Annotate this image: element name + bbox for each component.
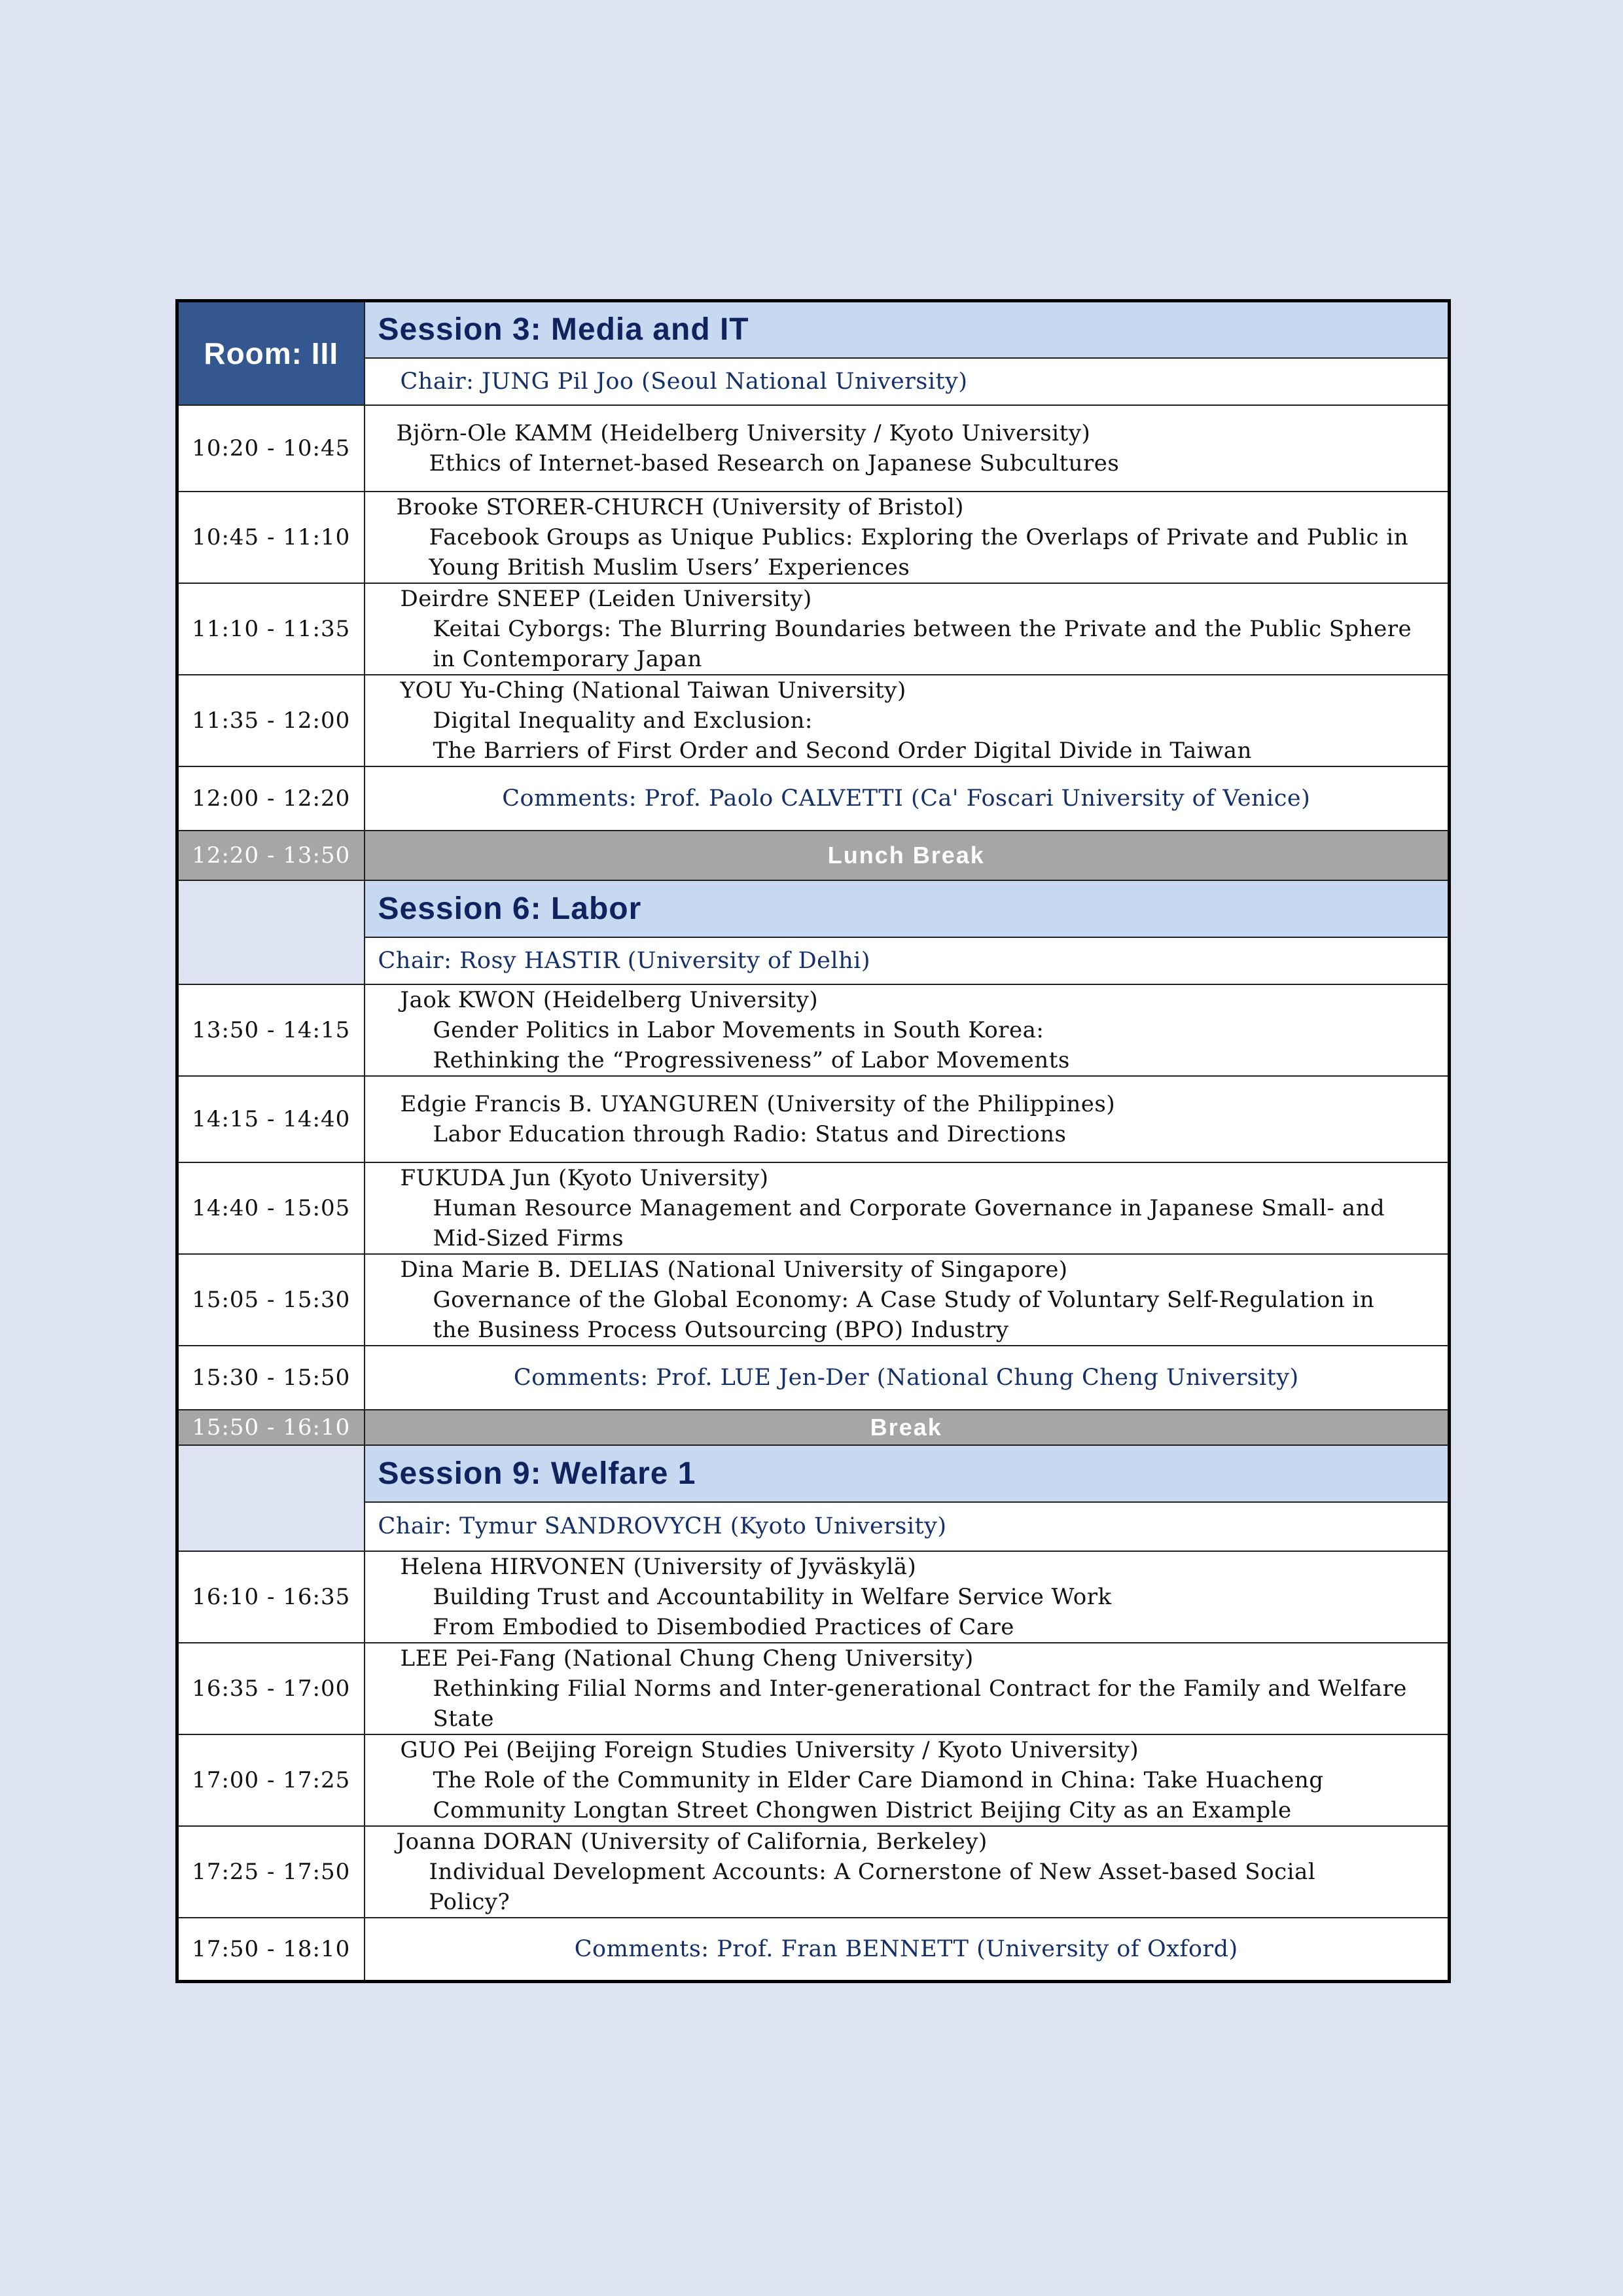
presentation-cell [365, 583, 1450, 675]
session-chair: Chair: Rosy HASTIR (University of Delhi) [365, 937, 1450, 984]
time-slot: 16:35 - 17:00 [177, 1643, 365, 1734]
presentation-title-line: Rethinking Filial Norms and Inter-generational Contract for the Family and Welfare [433, 1675, 1407, 1702]
session-title: Session 9: Welfare 1 [365, 1445, 1450, 1502]
presentation-row [177, 583, 1450, 675]
time-slot: 11:10 - 11:35 [177, 583, 365, 675]
presentation-cell [365, 675, 1450, 766]
presentation-cell [365, 1076, 1450, 1162]
presentation-cell [365, 984, 1450, 1076]
time-slot: 15:05 - 15:30 [177, 1254, 365, 1346]
break-label: Lunch Break [365, 831, 1450, 880]
presentation-title-line: Human Resource Management and Corporate Governance in Japanese Small- and [433, 1194, 1385, 1221]
presentation-title-line: Facebook Groups as Unique Publics: Exploring the Overlaps of Private and Public in [429, 524, 1409, 550]
presentation-title-line: Labor Education through Radio: Status and Directions [433, 1121, 1067, 1147]
time-slot: 17:50 - 18:10 [177, 1918, 365, 1982]
session-comments: Comments: Prof. Fran BENNETT (University of Oxford) [365, 1918, 1450, 1982]
time-slot: 13:50 - 14:15 [177, 984, 365, 1076]
time-slot: 11:35 - 12:00 [177, 675, 365, 766]
presentation-title-line: Gender Politics in Labor Movements in South Korea: [433, 1016, 1044, 1043]
presentation-title-line: Individual Development Accounts: A Cornerstone of New Asset-based Social [429, 1858, 1316, 1885]
break-label: Break [365, 1410, 1450, 1445]
time-slot: 10:45 - 11:10 [177, 492, 365, 583]
time-slot: 16:10 - 16:35 [177, 1551, 365, 1643]
presentation-title-line: State [433, 1705, 495, 1732]
presentation-cell [365, 1643, 1450, 1734]
session-title: Session 6: Labor [365, 880, 1450, 937]
presentation-title-line: the Business Process Outsourcing (BPO) Industry [433, 1316, 1009, 1343]
presentation-row [177, 492, 1450, 583]
presentation-title-line: Young British Muslim Users’ Experiences [429, 554, 910, 581]
session-comments: Comments: Prof. LUE Jen-Der (National Chung Cheng University) [365, 1346, 1450, 1410]
presentation-row [177, 984, 1450, 1076]
presentation-title-line: Keitai Cyborgs: The Blurring Boundaries between the Private and the Public Sphere [433, 615, 1412, 642]
session-title: Session 3: Media and IT [365, 301, 1450, 358]
presentation-row [177, 1254, 1450, 1346]
presentation-title-line: Policy? [429, 1888, 510, 1915]
presentation-cell [365, 405, 1450, 492]
blank-cell [177, 880, 365, 984]
presentation-cell [365, 1826, 1450, 1918]
presenter: Helena HIRVONEN (University of Jyväskylä) [400, 1553, 917, 1580]
presentation-title-line: From Embodied to Disembodied Practices of Care [433, 1613, 1014, 1640]
presenter: Dina Marie B. DELIAS (National University of Singapore) [400, 1256, 1068, 1283]
blank-cell [177, 1445, 365, 1551]
presentation-title-line: Rethinking the “Progressiveness” of Labor Movements [433, 1047, 1070, 1073]
presenter: Brooke STORER-CHURCH (University of Bristol) [396, 493, 964, 520]
time-slot: 14:15 - 14:40 [177, 1076, 365, 1162]
presentation-cell [365, 492, 1450, 583]
presentation-row [177, 1643, 1450, 1734]
session-chair: Chair: JUNG Pil Joo (Seoul National University) [365, 358, 1450, 405]
presentation-title-line: Governance of the Global Economy: A Case Study of Voluntary Self-Regulation in [433, 1286, 1375, 1313]
presenter: Deirdre SNEEP (Leiden University) [400, 585, 812, 612]
presentation-cell [365, 1734, 1450, 1826]
presentation-title-line: in Contemporary Japan [433, 645, 702, 672]
session-chair: Chair: Tymur SANDROVYCH (Kyoto University) [365, 1502, 1450, 1551]
break-time: 15:50 - 16:10 [177, 1410, 365, 1445]
presenter: YOU Yu-Ching (National Taiwan University) [400, 677, 906, 704]
presentation-title-line: Mid-Sized Firms [433, 1225, 624, 1251]
time-slot: 17:00 - 17:25 [177, 1734, 365, 1826]
presentation-row [177, 675, 1450, 766]
break-time: 12:20 - 13:50 [177, 831, 365, 880]
presentation-row [177, 1076, 1450, 1162]
presentation-title-line: Building Trust and Accountability in Welfare Service Work [433, 1583, 1112, 1610]
presenter: Jaok KWON (Heidelberg University) [400, 986, 819, 1013]
presentation-cell [365, 1254, 1450, 1346]
presentation-row [177, 1162, 1450, 1254]
time-slot: 10:20 - 10:45 [177, 405, 365, 492]
presentation-title-line: Ethics of Internet-based Research on Japanese Subcultures [429, 450, 1120, 476]
presentation-row [177, 1551, 1450, 1643]
presentation-title-line: Community Longtan Street Chongwen District Beijing City as an Example [433, 1797, 1292, 1823]
presenter: Björn-Ole KAMM (Heidelberg University / Kyoto University) [396, 420, 1091, 446]
presenter: LEE Pei-Fang (National Chung Cheng University) [400, 1645, 974, 1672]
time-slot: 15:30 - 15:50 [177, 1346, 365, 1410]
presentation-row [177, 1734, 1450, 1826]
presenter: FUKUDA Jun (Kyoto University) [400, 1164, 769, 1191]
time-slot: 14:40 - 15:05 [177, 1162, 365, 1254]
presentation-row [177, 405, 1450, 492]
schedule-table [175, 299, 1451, 1983]
session-comments: Comments: Prof. Paolo CALVETTI (Ca' Foscari University of Venice) [365, 766, 1450, 831]
presentation-title-line: Digital Inequality and Exclusion: [433, 707, 813, 734]
presenter: Edgie Francis B. UYANGUREN (University of the Philippines) [400, 1090, 1116, 1117]
time-slot: 12:00 - 12:20 [177, 766, 365, 831]
room-label: Room: III [177, 301, 365, 405]
presentation-cell [365, 1551, 1450, 1643]
presentation-row [177, 1826, 1450, 1918]
presenter: Joanna DORAN (University of California, Berkeley) [396, 1828, 988, 1855]
presentation-title-line: The Barriers of First Order and Second Order Digital Divide in Taiwan [433, 737, 1252, 764]
time-slot: 17:25 - 17:50 [177, 1826, 365, 1918]
presentation-title-line: The Role of the Community in Elder Care Diamond in China: Take Huacheng [433, 1767, 1324, 1793]
presenter: GUO Pei (Beijing Foreign Studies University / Kyoto University) [400, 1736, 1139, 1763]
presentation-cell [365, 1162, 1450, 1254]
